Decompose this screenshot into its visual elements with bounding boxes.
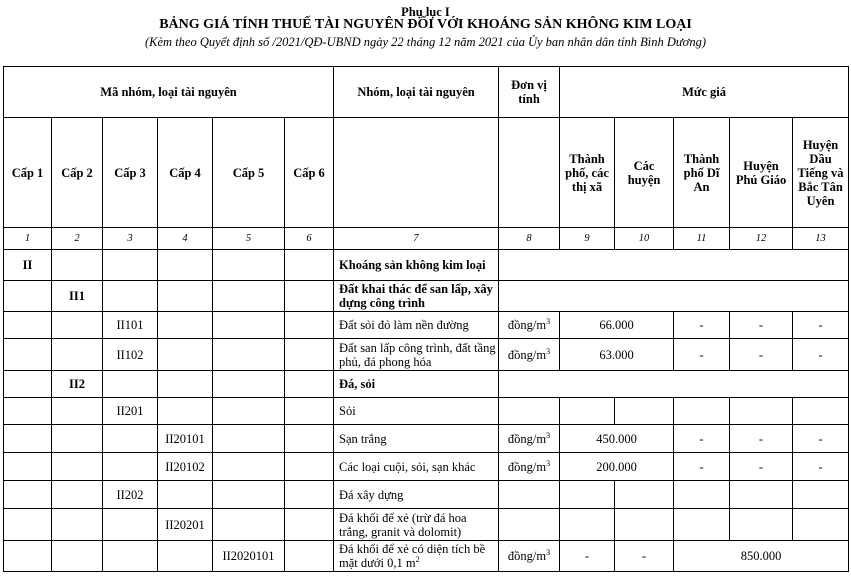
decision-reference: (Kèm theo Quyết định số /2021/QĐ-UBND ngày 22 tháng 12 năm 2021 của Ủy ban nhân dân tỉnh Bình Dương) (145, 35, 706, 49)
resource-name: Đá, sỏi (334, 371, 499, 398)
level-1-code: II (4, 250, 52, 281)
price-column-header: Thành phố, các thị xã (560, 118, 615, 228)
column-number: 13 (793, 228, 849, 250)
column-number: 10 (615, 228, 674, 250)
column-number: 5 (213, 228, 285, 250)
column-number: 7 (334, 228, 499, 250)
table-row (4, 339, 849, 371)
price-column-header: Các huyện (615, 118, 674, 228)
level-3-code: II202 (103, 481, 158, 509)
level-header: Cấp 4 (158, 118, 213, 228)
level-3-code: II201 (103, 398, 158, 425)
empty-cell (499, 281, 849, 312)
price-cell: - (674, 312, 730, 339)
price-column-header: Huyện Phú Giáo (730, 118, 793, 228)
table-row (4, 250, 849, 281)
header-row-2 (4, 118, 849, 228)
level-header: Cấp 2 (52, 118, 103, 228)
resource-name: Đất san lấp công trình, đất tầng phủ, đá phong hóa (334, 339, 499, 371)
table-row (4, 312, 849, 339)
header-row-1 (4, 67, 849, 118)
unit-cell: đồng/$m^3$ (499, 453, 560, 481)
column-number: 4 (158, 228, 213, 250)
level-2-code: II1 (52, 281, 103, 312)
unit-cell: đồng/$m^3$ (499, 339, 560, 371)
level-4-code: II20102 (158, 453, 213, 481)
price-cell: - (615, 541, 674, 572)
resource-name: Đá xây dựng (334, 481, 499, 509)
column-number: 6 (285, 228, 334, 250)
price-cell: - (730, 339, 793, 371)
resource-name: Các loại cuội, sỏi, sạn khác (334, 453, 499, 481)
unit-cell: đồng/$m^3$ (499, 312, 560, 339)
unit-cell: đồng/$m^3$ (499, 541, 560, 572)
column-number: 2 (52, 228, 103, 250)
empty-cell (499, 250, 849, 281)
column-number: 8 (499, 228, 560, 250)
level-header: Cấp 6 (285, 118, 334, 228)
unit-header: Đơn vị tính (499, 67, 560, 118)
level-3-code: II101 (103, 312, 158, 339)
price-cell: - (793, 425, 849, 453)
price-column-header: Thành phố Dĩ An (674, 118, 730, 228)
resource-name: Đá khối để xẻ (trừ đá hoa trắng, granit và dolomit) (334, 509, 499, 541)
level-header: Cấp 1 (4, 118, 52, 228)
table-row (4, 281, 849, 312)
resource-name: Đá khối để xẻ có diện tích bề mặt dưới 0,1 $m^2$ (334, 541, 499, 572)
level-3-code: II102 (103, 339, 158, 371)
table-row (4, 509, 849, 541)
empty-cell (499, 371, 849, 398)
price-cell: - (793, 312, 849, 339)
resource-name: Sỏi (334, 398, 499, 425)
price-cell: 63.000 (560, 339, 674, 371)
price-cell: 450.000 (560, 425, 674, 453)
column-number-row (4, 228, 849, 250)
column-number: 12 (730, 228, 793, 250)
price-column-header: Huyện Dầu Tiếng và Bắc Tân Uyên (793, 118, 849, 228)
price-cell: 850.000 (674, 541, 849, 572)
price-cell: - (730, 312, 793, 339)
document-title: BẢNG GIÁ TÍNH THUẾ TÀI NGUYÊN ĐỐI VỚI KHOÁNG SẢN KHÔNG KIM LOẠI (159, 17, 692, 32)
level-header: Cấp 5 (213, 118, 285, 228)
unit-cell: đồng/$m^3$ (499, 425, 560, 453)
column-number: 9 (560, 228, 615, 250)
price-cell: - (730, 453, 793, 481)
column-number: 1 (4, 228, 52, 250)
price-cell: 200.000 (560, 453, 674, 481)
price-header: Mức giá (560, 67, 849, 118)
column-number: 11 (674, 228, 730, 250)
level-4-code: II20101 (158, 425, 213, 453)
price-cell: - (730, 425, 793, 453)
resource-name: Đất sỏi đỏ làm nền đường (334, 312, 499, 339)
table-row (4, 398, 849, 425)
price-cell: - (674, 425, 730, 453)
group-name-header: Nhóm, loại tài nguyên (334, 67, 499, 118)
resource-name: Đất khai thác để san lấp, xây dựng công trình (334, 281, 499, 312)
column-number: 3 (103, 228, 158, 250)
price-table (3, 66, 849, 572)
empty-cell (499, 118, 560, 228)
table-row (4, 453, 849, 481)
price-cell: 66.000 (560, 312, 674, 339)
level-2-code: II2 (52, 371, 103, 398)
group-code-header: Mã nhóm, loại tài nguyên (4, 67, 334, 118)
table-row (4, 425, 849, 453)
price-cell: - (793, 339, 849, 371)
price-cell: - (674, 453, 730, 481)
level-header: Cấp 3 (103, 118, 158, 228)
level-5-code: II2020101 (213, 541, 285, 572)
price-cell: - (674, 339, 730, 371)
empty-cell (334, 118, 499, 228)
appendix-label: Phụ lục I (401, 5, 450, 19)
price-cell: - (793, 453, 849, 481)
resource-name: Khoáng sản không kim loại (334, 250, 499, 281)
level-4-code: II20201 (158, 509, 213, 541)
price-cell: - (560, 541, 615, 572)
table-row (4, 481, 849, 509)
table-row (4, 541, 849, 572)
table-row (4, 371, 849, 398)
resource-name: Sạn trắng (334, 425, 499, 453)
